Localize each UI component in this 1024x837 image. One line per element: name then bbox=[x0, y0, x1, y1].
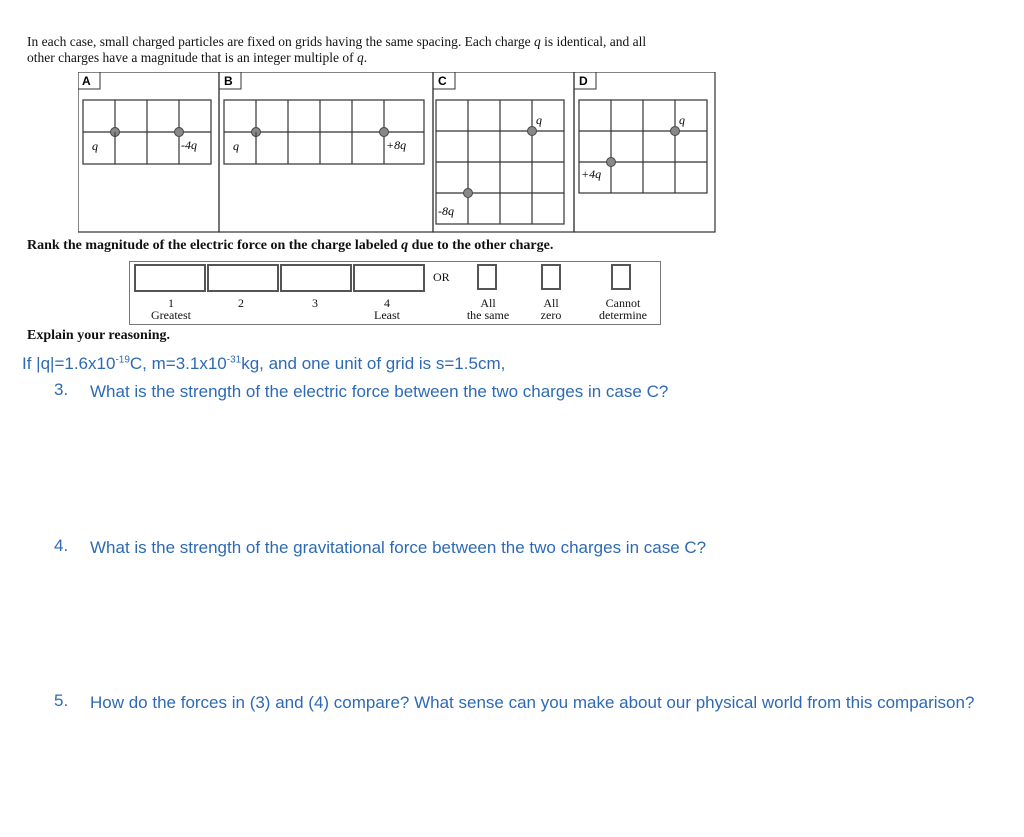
panel-d bbox=[574, 72, 715, 232]
given-exp2: -31 bbox=[226, 354, 242, 366]
question-4-number: 4. bbox=[54, 536, 69, 555]
all-same-label bbox=[456, 297, 520, 321]
question-3-number: 3. bbox=[54, 380, 69, 399]
scale-4: 4 bbox=[384, 296, 390, 310]
panel-b bbox=[219, 72, 433, 232]
cannot-determine-checkbox[interactable] bbox=[611, 264, 631, 290]
scale-greatest-label: Greatest bbox=[151, 308, 191, 322]
scale-least-label: Least bbox=[374, 308, 400, 322]
panel-a-other-label: -4q bbox=[181, 138, 197, 152]
panel-b-q-label: q bbox=[233, 139, 239, 153]
cannot-line2: determine bbox=[599, 308, 647, 322]
intro-q-symbol: q bbox=[534, 34, 541, 49]
scale-2: 2 bbox=[238, 296, 244, 310]
rank-slot-3[interactable] bbox=[280, 264, 352, 292]
intro-line1-end: is identical, and all bbox=[540, 34, 647, 49]
scale-3: 3 bbox=[312, 296, 318, 310]
other-charge-dot bbox=[464, 189, 473, 198]
intro-q-symbol-2: q bbox=[357, 50, 364, 65]
given-part2: C, m=3.1x10 bbox=[129, 354, 227, 373]
ranking-prompt bbox=[27, 238, 553, 254]
ranking-prompt-q: q bbox=[401, 238, 409, 253]
panel-b-label: B bbox=[224, 74, 233, 88]
given-values bbox=[22, 354, 505, 374]
all-zero-line1: All bbox=[543, 296, 559, 310]
question-4-text: What is the strength of the gravitational force between the two charges in case C? bbox=[90, 538, 707, 557]
scale-least bbox=[352, 297, 422, 321]
panel-d-other-label: +4q bbox=[581, 167, 602, 181]
intro-line1: In each case, small charged particles are fixed on grids having the same spacing. Each charge bbox=[27, 34, 535, 49]
other-charge-dot bbox=[380, 128, 389, 137]
panel-d-label: D bbox=[579, 74, 588, 88]
charge-q-dot bbox=[671, 127, 680, 136]
panel-a bbox=[78, 72, 219, 232]
other-charge-dot bbox=[607, 158, 616, 167]
panel-c-q-label: q bbox=[536, 113, 542, 127]
scale-1: 1 bbox=[168, 296, 174, 310]
rank-slot-4[interactable] bbox=[353, 264, 425, 292]
panel-b-other-label: +8q bbox=[386, 138, 407, 152]
all-zero-line2: zero bbox=[540, 308, 562, 322]
question-5-number: 5. bbox=[54, 691, 69, 710]
given-exp1: -19 bbox=[115, 354, 130, 366]
cannot-determine-label bbox=[588, 297, 658, 321]
panel-a-q-label: q bbox=[92, 139, 98, 153]
all-same-checkbox[interactable] bbox=[477, 264, 497, 290]
panel-c-other-label: -8q bbox=[438, 204, 454, 218]
rank-slot-2[interactable] bbox=[207, 264, 279, 292]
other-charge-dot bbox=[175, 128, 184, 137]
intro-text bbox=[27, 34, 767, 66]
explain-reasoning-label: Explain your reasoning. bbox=[27, 328, 171, 343]
question-3-text: What is the strength of the electric force between the two charges in case C? bbox=[90, 382, 669, 401]
ranking-prompt-end: due to the other charge. bbox=[408, 238, 554, 253]
ranking-prompt-start: Rank the magnitude of the electric force on the charge labeled bbox=[27, 238, 402, 253]
panel-a-label: A bbox=[82, 74, 91, 88]
charge-q-dot bbox=[528, 127, 537, 136]
panel-d-q-label: q bbox=[679, 113, 685, 127]
question-5-text: How do the forces in (3) and (4) compare? What sense can you make about our physical world from this comparison? bbox=[90, 693, 975, 712]
all-same-line1: All bbox=[480, 296, 496, 310]
rank-slot-1[interactable] bbox=[134, 264, 206, 292]
charge-grid-panels bbox=[78, 72, 718, 234]
scale-greatest bbox=[136, 297, 206, 321]
panel-c bbox=[433, 72, 574, 232]
panel-c-label: C bbox=[438, 74, 447, 88]
given-part1: If |q|=1.6x10 bbox=[22, 354, 116, 373]
all-zero-checkbox[interactable] bbox=[541, 264, 561, 290]
cannot-line1: Cannot bbox=[605, 296, 641, 310]
intro-line2-end: . bbox=[363, 50, 368, 65]
or-label: OR bbox=[433, 270, 450, 284]
intro-line2: other charges have a magnitude that is an integer multiple of bbox=[27, 50, 358, 65]
all-same-line2: the same bbox=[466, 308, 510, 322]
given-part3: kg, and one unit of grid is s=1.5cm, bbox=[241, 354, 506, 373]
all-zero-label bbox=[534, 297, 568, 321]
ranking-answer-box bbox=[129, 261, 661, 325]
